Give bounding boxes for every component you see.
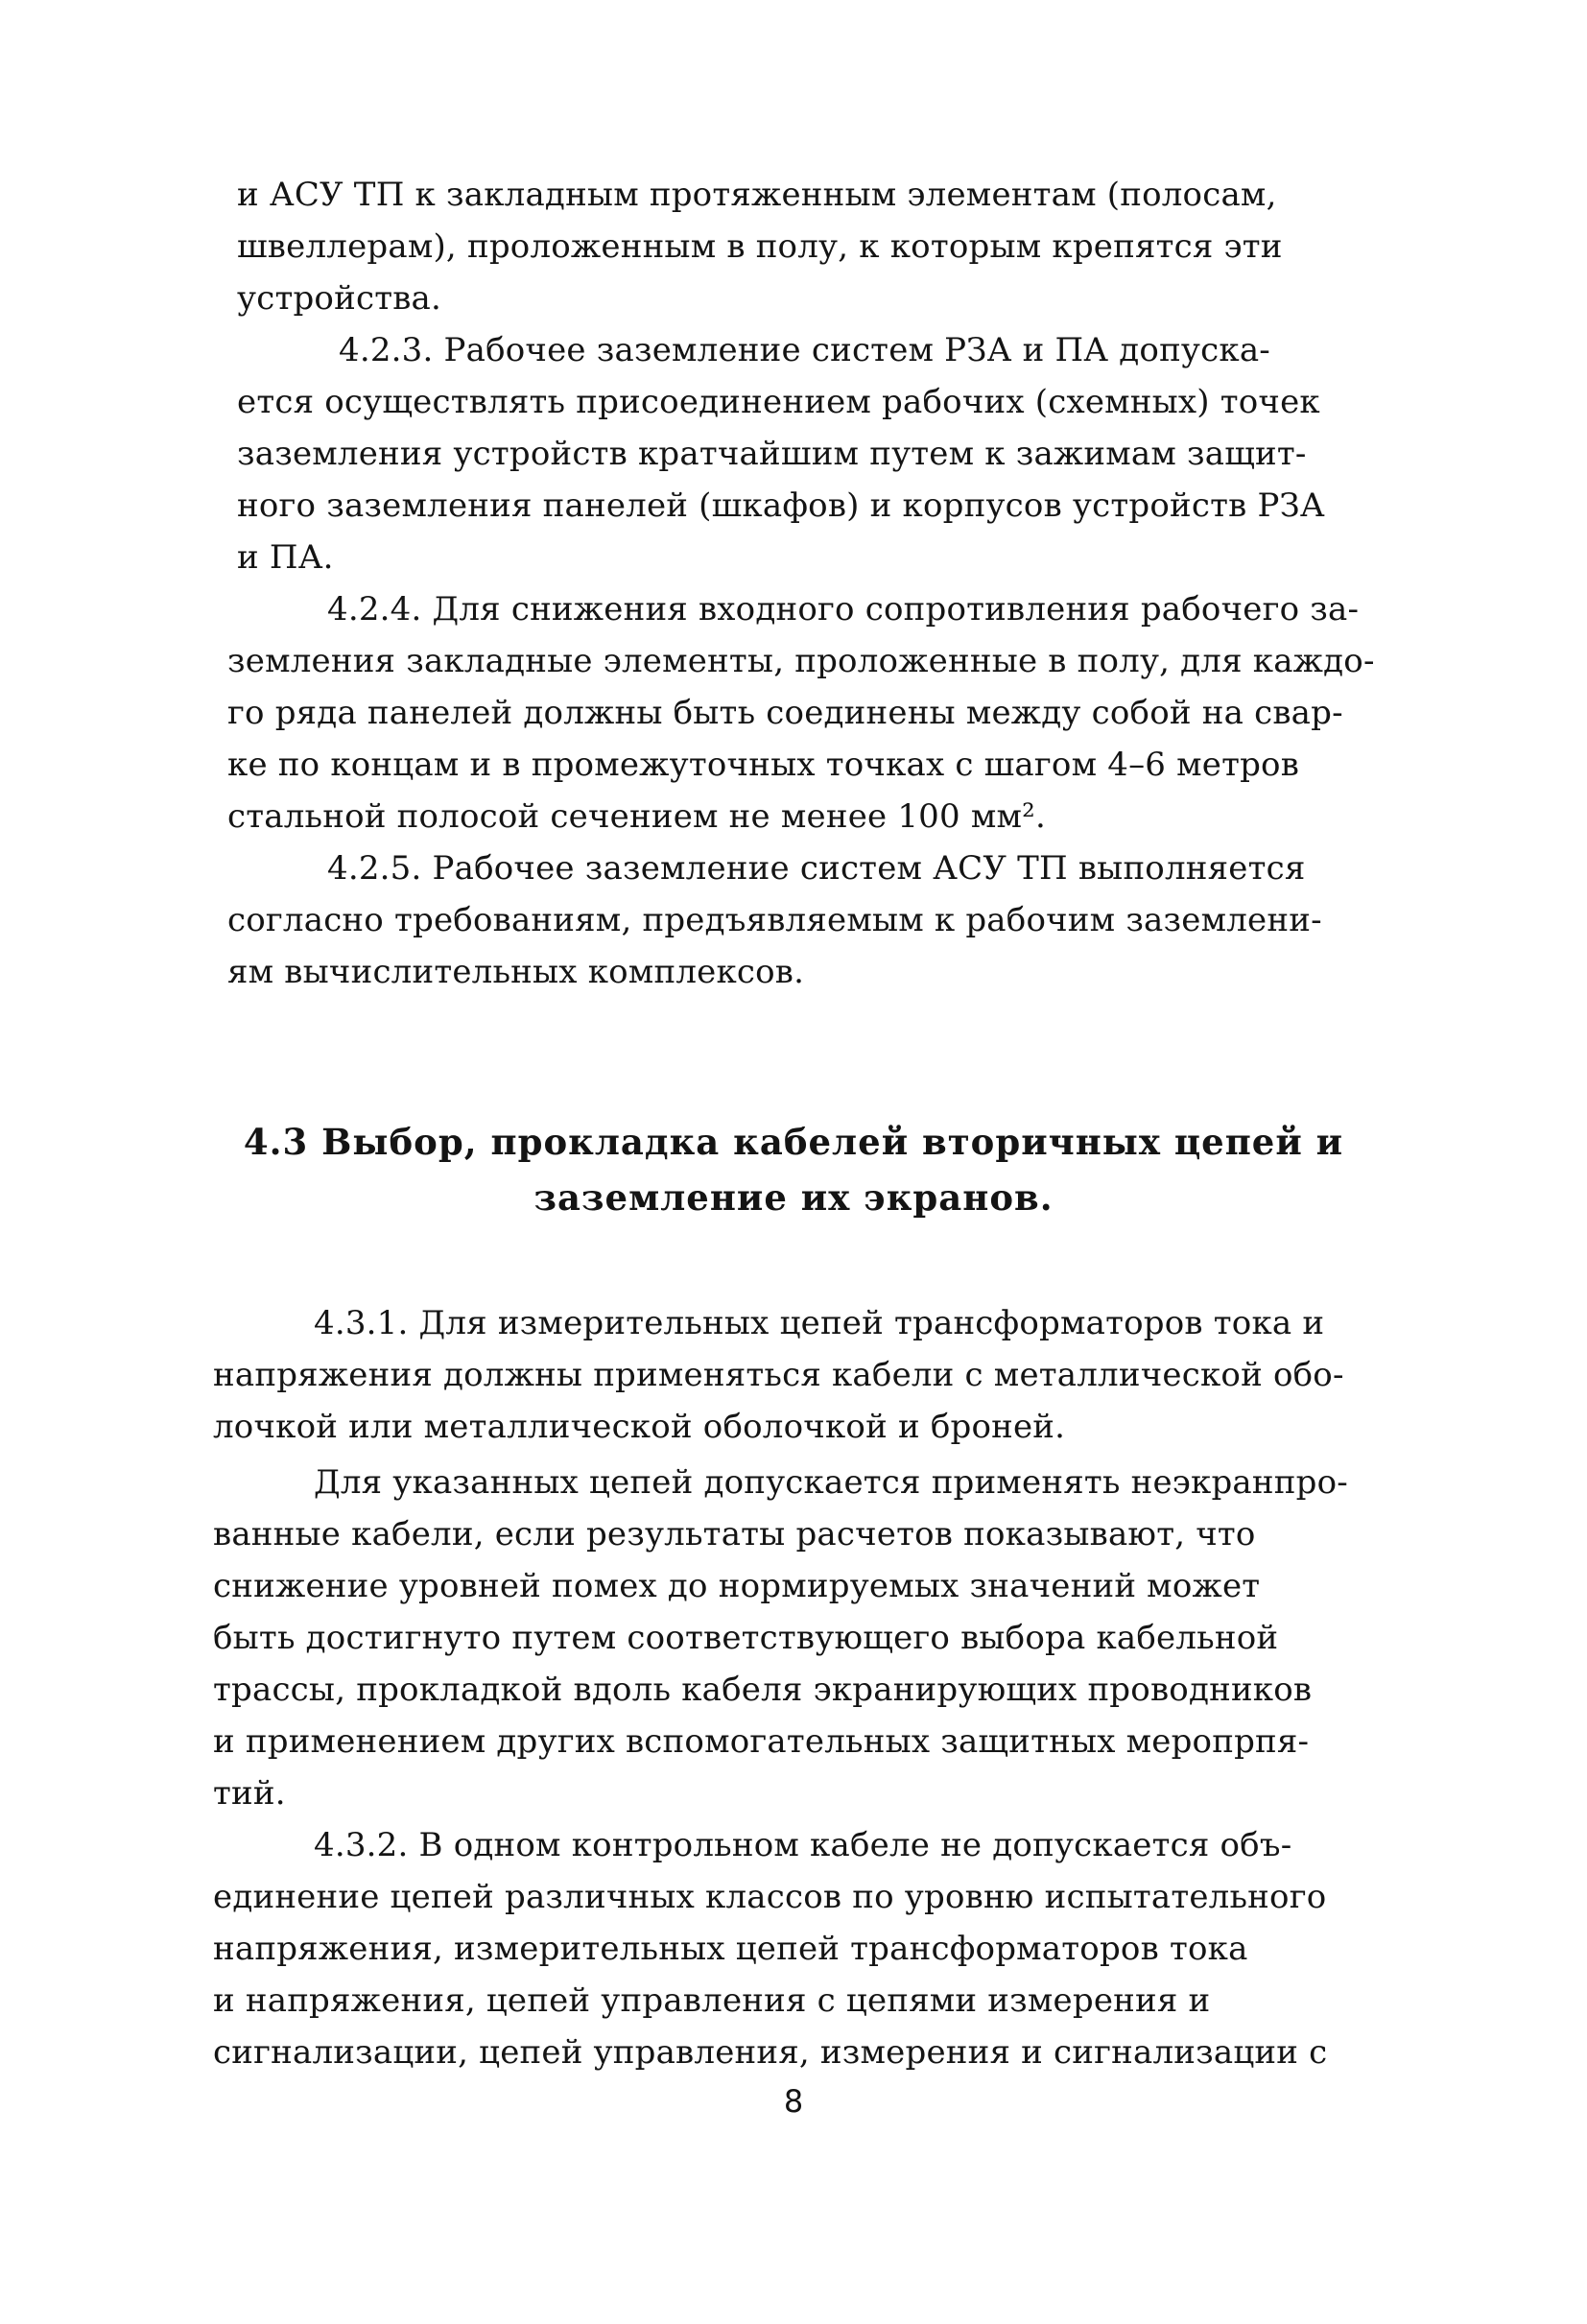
text-line: и применением других вспомогательных защитных меропрпя-: [213, 1722, 1310, 1761]
heading-line: 4.3 Выбор, прокладка кабелей вторичных цепей и: [243, 1121, 1344, 1163]
text-line: 4.3.1. Для измерительных цепей трансформаторов тока и: [314, 1304, 1325, 1342]
text-line: земления закладные элементы, проложенные в полу, для каждо-: [227, 642, 1375, 680]
text-line: устройства.: [237, 279, 442, 318]
text-line: швеллерам), проложенным в полу, к которым крепятся эти: [237, 227, 1283, 266]
text-line: тий.: [213, 1774, 286, 1813]
text-line: ванные кабели, если результаты расчетов показывают, что: [213, 1515, 1256, 1553]
text-line: 4.2.5. Рабочее заземление систем АСУ ТП выполняется: [327, 849, 1306, 888]
text-line: заземления устройств кратчайшим путем к зажимам защит-: [237, 435, 1307, 473]
text-line: и напряжения, цепей управления с цепями измерения и: [213, 1981, 1211, 2020]
text-line: стальной полосой сечением не менее 100 мм².: [227, 797, 1046, 836]
heading-line: заземление их экранов.: [533, 1176, 1054, 1219]
page-number: 8: [783, 2083, 804, 2120]
text-line: напряжения, измерительных цепей трансформаторов тока: [213, 1930, 1248, 1968]
text-line: сигнализации, цепей управления, измерения и сигнализации с: [213, 2033, 1328, 2072]
text-line: согласно требованиям, предъявляемым к рабочим заземлени-: [227, 901, 1322, 939]
text-line: трассы, прокладкой вдоль кабеля экранирующих проводников: [213, 1671, 1313, 1709]
text-line: го ряда панелей должны быть соединены между собой на свар-: [227, 694, 1343, 732]
text-line: напряжения должны применяться кабели с металлической обо-: [213, 1356, 1344, 1394]
text-line: и АСУ ТП к закладным протяженным элементам (полосам,: [237, 176, 1277, 214]
text-line: 4.3.2. В одном контрольном кабеле не допускается объ-: [314, 1826, 1292, 1864]
text-line: единение цепей различных классов по уровню испытательного: [213, 1878, 1327, 1916]
text-line: ям вычислительных комплексов.: [227, 953, 805, 991]
text-line: быть достигнуто путем соответствующего выбора кабельной: [213, 1619, 1279, 1657]
text-line: и ПА.: [237, 538, 334, 577]
text-line: 4.2.3. Рабочее заземление систем РЗА и ПА допуска-: [339, 331, 1270, 369]
text-line: 4.2.4. Для снижения входного сопротивления рабочего за-: [327, 590, 1360, 628]
text-line: ного заземления панелей (шкафов) и корпусов устройств РЗА: [237, 486, 1325, 525]
text-line: Для указанных цепей допускается применять неэкранпро-: [314, 1463, 1348, 1502]
text-line: снижение уровней помех до нормируемых значений может: [213, 1567, 1261, 1605]
text-line: ке по концам и в промежуточных точках с шагом 4–6 метров: [227, 746, 1300, 784]
text-line: лочкой или металлической оболочкой и броней.: [213, 1408, 1066, 1446]
text-line: ется осуществлять присоединением рабочих (схемных) точек: [237, 383, 1320, 421]
